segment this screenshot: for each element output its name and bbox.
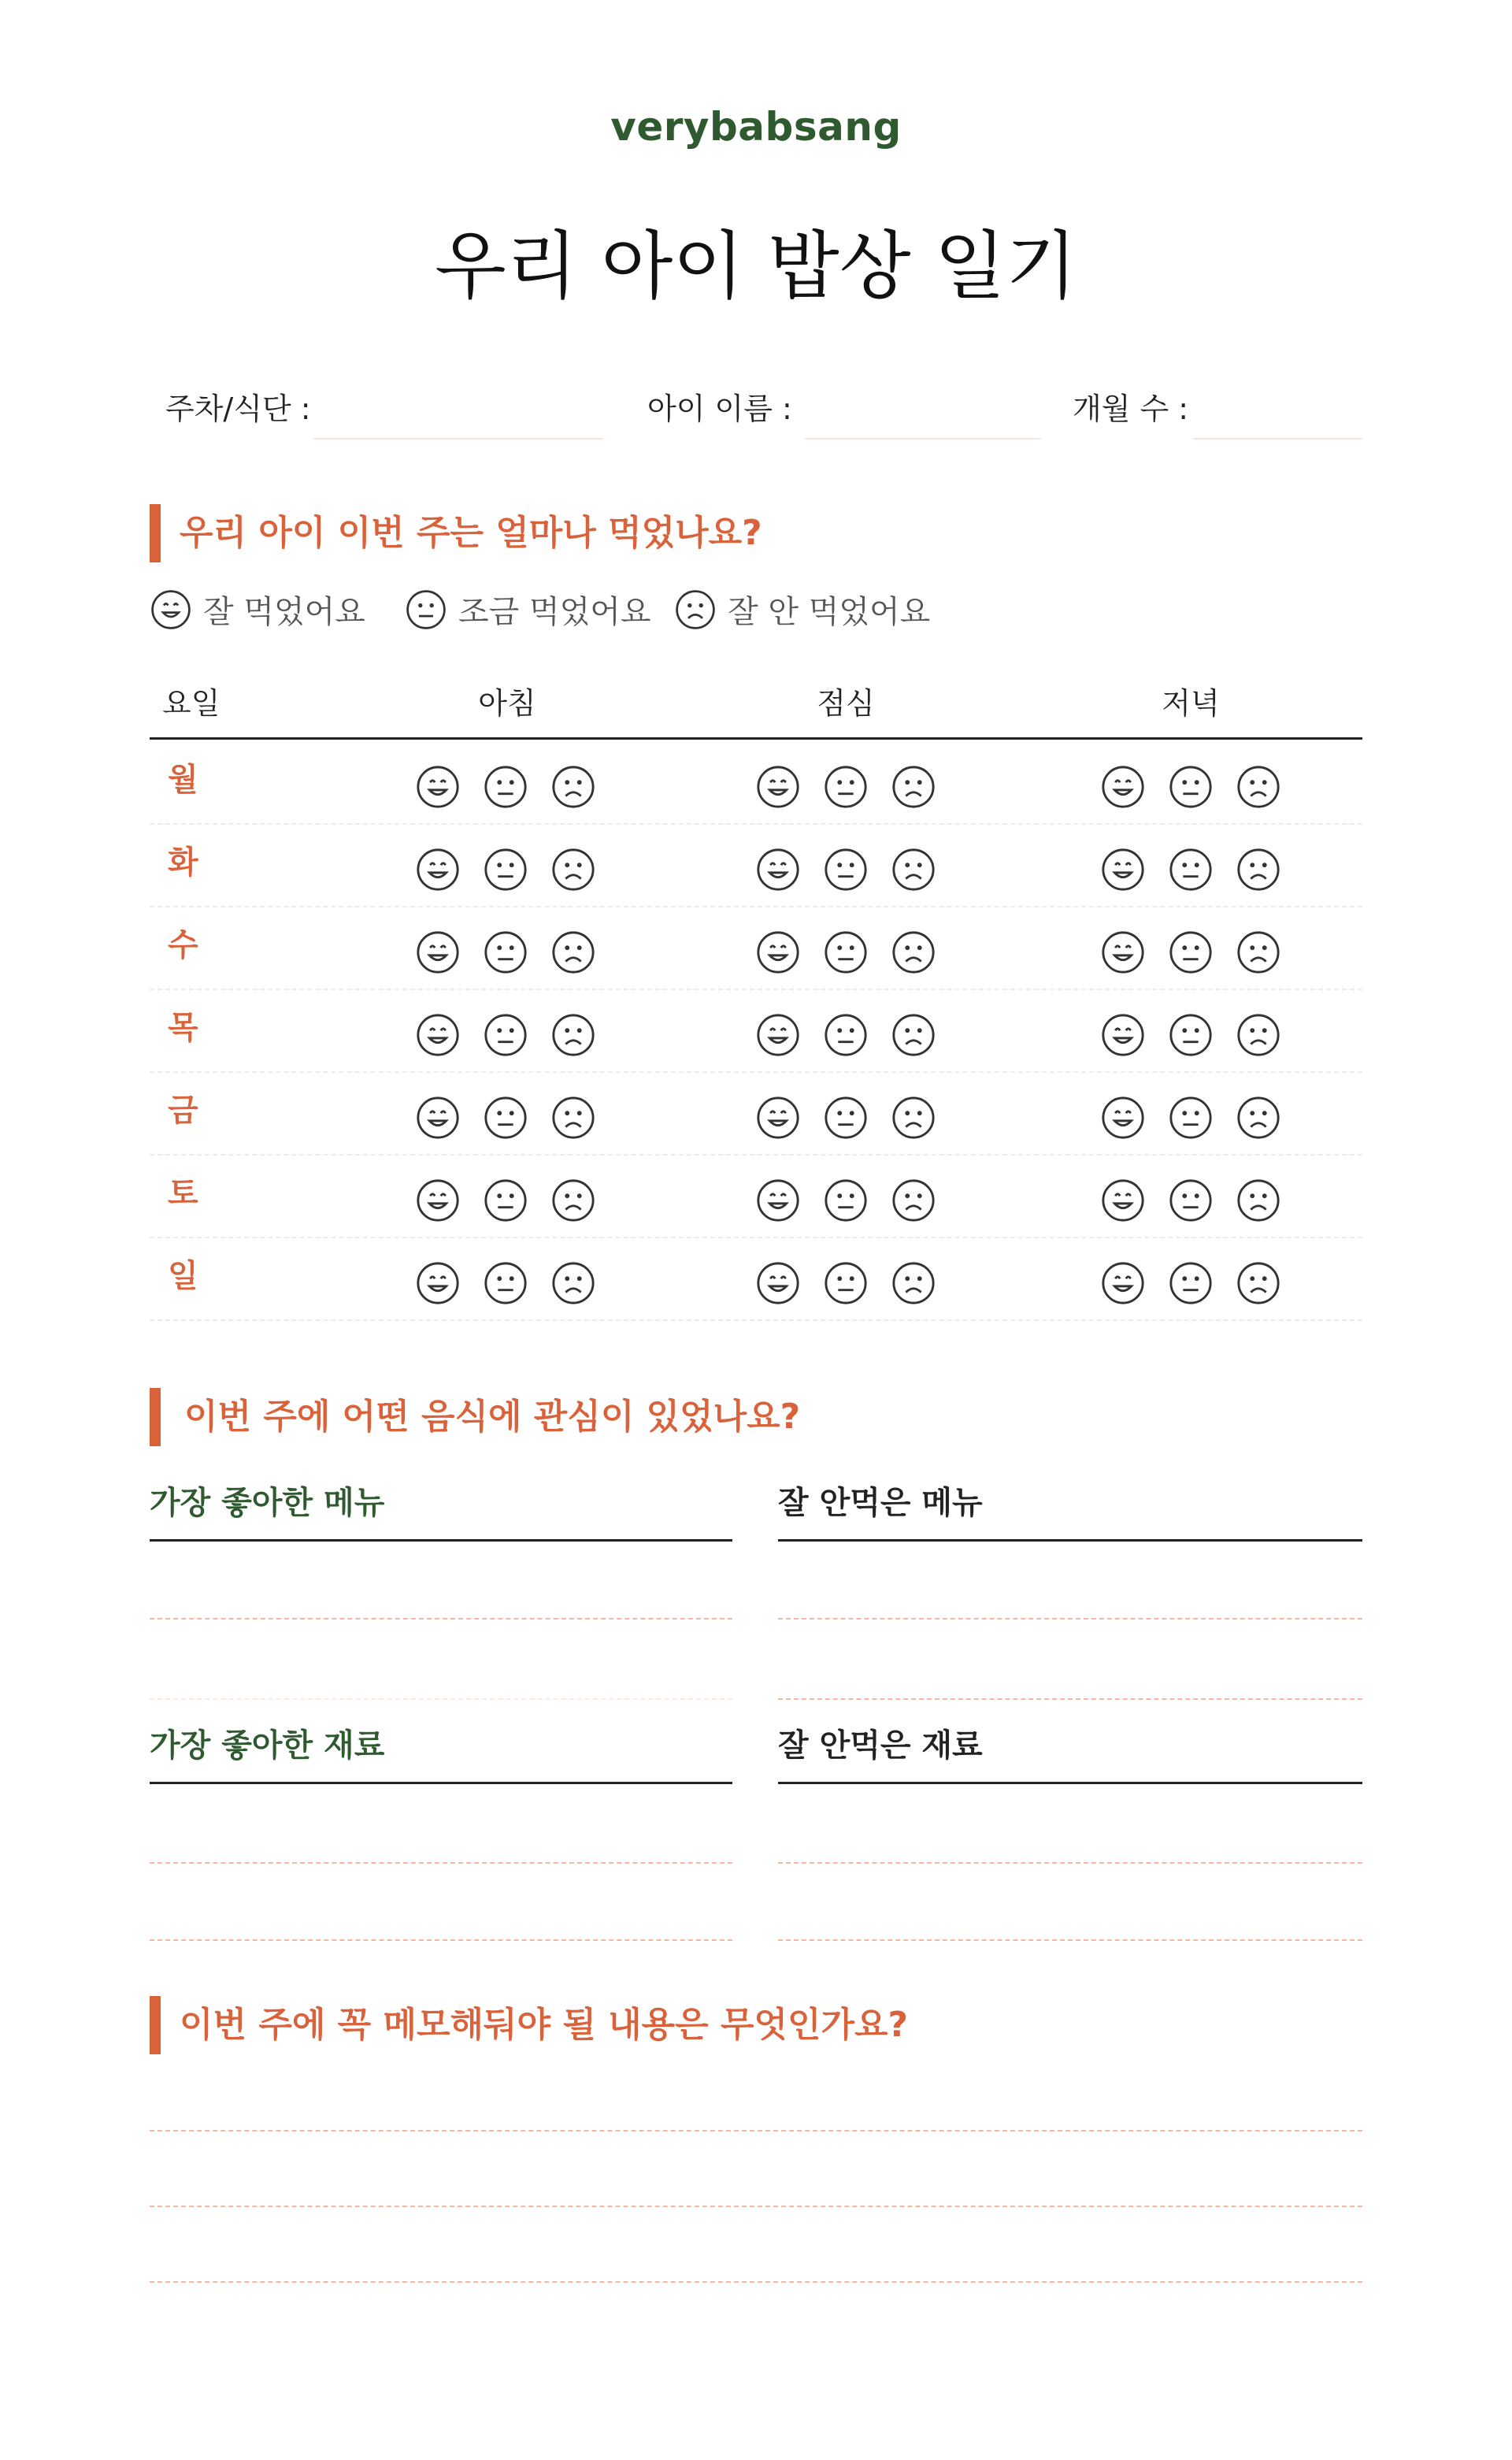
- sad-face-icon[interactable]: [891, 1012, 936, 1058]
- day-label: 화: [168, 844, 198, 881]
- legend-bad-label: 잘 안 먹었어요: [728, 594, 931, 630]
- section-marker: [150, 1388, 161, 1446]
- week-field[interactable]: [313, 438, 603, 440]
- smile-face-icon[interactable]: [1100, 847, 1146, 892]
- row-divider: [150, 1154, 1362, 1156]
- header-day: 요일: [162, 686, 220, 721]
- day-label: 금: [168, 1093, 198, 1129]
- disliked-ingredient-line[interactable]: [778, 1939, 1362, 1941]
- sad-face-icon[interactable]: [1236, 1260, 1281, 1306]
- sad-face-icon[interactable]: [1236, 847, 1281, 892]
- neutral-face-icon: [405, 588, 447, 631]
- smile-face-icon[interactable]: [415, 847, 461, 892]
- memo-line[interactable]: [150, 2130, 1362, 2132]
- neutral-face-icon[interactable]: [483, 1095, 528, 1141]
- sad-face-icon[interactable]: [891, 929, 936, 975]
- neutral-face-icon[interactable]: [1168, 764, 1214, 810]
- section-title-intake: 우리 아이 이번 주는 얼마나 먹었나요?: [180, 513, 762, 553]
- legend-good-label: 잘 먹었어요: [203, 594, 365, 630]
- disliked-menu-line[interactable]: [778, 1698, 1362, 1700]
- neutral-face-icon[interactable]: [823, 1260, 869, 1306]
- page-title: 우리 아이 밥상 일기: [434, 224, 1078, 310]
- neutral-face-icon[interactable]: [823, 1178, 869, 1223]
- smile-face-icon[interactable]: [755, 847, 801, 892]
- week-label: 주차/식단 :: [165, 391, 311, 426]
- smile-face-icon[interactable]: [415, 764, 461, 810]
- memo-line[interactable]: [150, 2281, 1362, 2283]
- sad-face-icon[interactable]: [891, 1178, 936, 1223]
- smile-face-icon[interactable]: [1100, 1178, 1146, 1223]
- smile-face-icon[interactable]: [415, 929, 461, 975]
- fav-ingredient-label: 가장 좋아한 재료: [150, 1727, 385, 1764]
- neutral-face-icon[interactable]: [1168, 1012, 1214, 1058]
- sad-face-icon[interactable]: [1236, 764, 1281, 810]
- smile-face-icon[interactable]: [755, 1012, 801, 1058]
- smile-face-icon[interactable]: [755, 1095, 801, 1141]
- disliked-ingredient-label: 잘 안먹은 재료: [778, 1727, 983, 1764]
- sad-face-icon[interactable]: [891, 1095, 936, 1141]
- fav-menu-rule: [150, 1539, 732, 1542]
- sad-face-icon[interactable]: [550, 929, 596, 975]
- section-marker: [150, 1996, 161, 2054]
- neutral-face-icon[interactable]: [483, 847, 528, 892]
- smile-face-icon[interactable]: [1100, 1012, 1146, 1058]
- months-label: 개월 수 :: [1073, 391, 1189, 426]
- smile-face-icon[interactable]: [1100, 764, 1146, 810]
- row-divider: [150, 906, 1362, 907]
- smile-face-icon[interactable]: [755, 929, 801, 975]
- child-name-field[interactable]: [805, 438, 1041, 440]
- fav-menu-label: 가장 좋아한 메뉴: [150, 1485, 385, 1521]
- neutral-face-icon[interactable]: [483, 929, 528, 975]
- neutral-face-icon[interactable]: [823, 929, 869, 975]
- neutral-face-icon[interactable]: [1168, 847, 1214, 892]
- smile-face-icon[interactable]: [755, 1178, 801, 1223]
- smile-face-icon[interactable]: [415, 1260, 461, 1306]
- legend-good: [150, 587, 365, 632]
- sad-face-icon[interactable]: [550, 1095, 596, 1141]
- disliked-menu-line[interactable]: [778, 1618, 1362, 1620]
- header-lunch: 점심: [817, 686, 875, 721]
- day-label: 월: [168, 762, 198, 798]
- section-title-memo: 이번 주에 꼭 메모해둬야 될 내용은 무엇인가요?: [180, 2005, 909, 2045]
- neutral-face-icon[interactable]: [1168, 929, 1214, 975]
- child-name-label: 아이 이름 :: [647, 391, 792, 426]
- section-marker: [150, 504, 161, 562]
- day-label: 수: [168, 927, 198, 963]
- neutral-face-icon[interactable]: [823, 764, 869, 810]
- fav-ingredient-rule: [150, 1782, 732, 1784]
- disliked-menu-label: 잘 안먹은 메뉴: [778, 1485, 983, 1521]
- sad-face-icon[interactable]: [1236, 929, 1281, 975]
- sad-face-icon[interactable]: [891, 847, 936, 892]
- sad-face-icon[interactable]: [891, 764, 936, 810]
- legend-some-label: 조금 먹었어요: [458, 594, 651, 630]
- table-header-rule: [150, 737, 1362, 740]
- smile-face-icon[interactable]: [1100, 929, 1146, 975]
- smile-face-icon[interactable]: [755, 1260, 801, 1306]
- row-divider: [150, 1319, 1362, 1321]
- smile-face-icon[interactable]: [1100, 1260, 1146, 1306]
- fav-menu-line[interactable]: [150, 1698, 732, 1700]
- row-divider: [150, 989, 1362, 990]
- smile-face-icon[interactable]: [415, 1012, 461, 1058]
- header-breakfast: 아침: [478, 686, 536, 721]
- months-field[interactable]: [1193, 438, 1362, 440]
- brand-logo: verybabsang: [610, 104, 902, 150]
- day-label: 토: [168, 1175, 198, 1211]
- sad-face-icon[interactable]: [550, 1178, 596, 1223]
- disliked-ingredient-line[interactable]: [778, 1862, 1362, 1864]
- neutral-face-icon[interactable]: [1168, 1178, 1214, 1223]
- neutral-face-icon[interactable]: [1168, 1095, 1214, 1141]
- neutral-face-icon[interactable]: [823, 1095, 869, 1141]
- neutral-face-icon[interactable]: [1168, 1260, 1214, 1306]
- disliked-ingredient-rule: [778, 1782, 1362, 1784]
- neutral-face-icon[interactable]: [483, 1012, 528, 1058]
- legend-bad: [674, 587, 930, 632]
- disliked-menu-rule: [778, 1539, 1362, 1542]
- smile-face-icon[interactable]: [415, 1095, 461, 1141]
- fav-ingredient-line[interactable]: [150, 1939, 732, 1941]
- sad-face-icon[interactable]: [1236, 1095, 1281, 1141]
- neutral-face-icon[interactable]: [823, 1012, 869, 1058]
- sad-face-icon[interactable]: [1236, 1178, 1281, 1223]
- fav-menu-line[interactable]: [150, 1618, 732, 1620]
- sad-face-icon[interactable]: [550, 1260, 596, 1306]
- sad-face-icon[interactable]: [1236, 1012, 1281, 1058]
- row-divider: [150, 1071, 1362, 1073]
- row-divider: [150, 823, 1362, 825]
- day-label: 일: [168, 1258, 198, 1294]
- smile-face-icon[interactable]: [1100, 1095, 1146, 1141]
- sad-face-icon[interactable]: [550, 1012, 596, 1058]
- neutral-face-icon[interactable]: [483, 1178, 528, 1223]
- memo-line[interactable]: [150, 2206, 1362, 2207]
- fav-ingredient-line[interactable]: [150, 1862, 732, 1864]
- sad-face-icon[interactable]: [550, 764, 596, 810]
- neutral-face-icon[interactable]: [823, 847, 869, 892]
- legend-some: [405, 587, 651, 632]
- neutral-face-icon[interactable]: [483, 764, 528, 810]
- smile-face-icon: [150, 588, 192, 631]
- sad-face-icon: [674, 588, 717, 631]
- smile-face-icon[interactable]: [415, 1178, 461, 1223]
- sad-face-icon[interactable]: [550, 847, 596, 892]
- sad-face-icon[interactable]: [891, 1260, 936, 1306]
- header-dinner: 저녁: [1162, 686, 1220, 721]
- section-title-interest: 이번 주에 어떤 음식에 관심이 있었나요?: [184, 1397, 801, 1437]
- neutral-face-icon[interactable]: [483, 1260, 528, 1306]
- smile-face-icon[interactable]: [755, 764, 801, 810]
- row-divider: [150, 1237, 1362, 1238]
- day-label: 목: [168, 1010, 198, 1046]
